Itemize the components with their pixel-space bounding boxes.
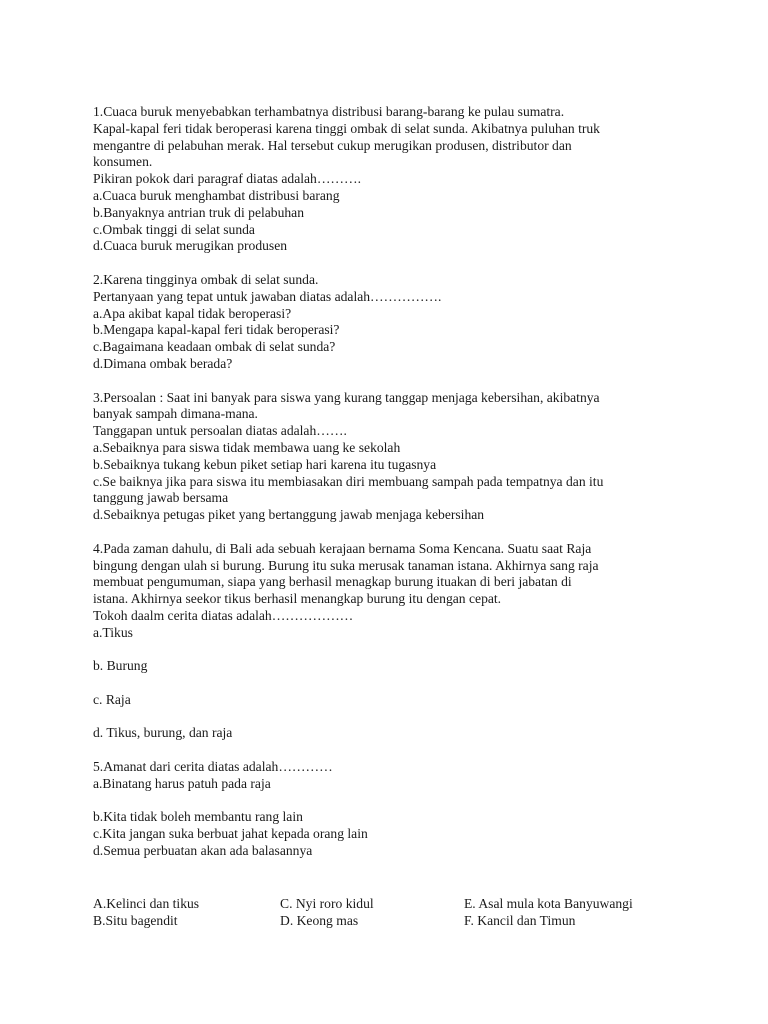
- question-4-line: membuat pengumuman, siapa yang berhasil menagkap burung ituakan di beri jabatan di: [93, 574, 572, 590]
- question-2-line: 2.Karena tingginya ombak di selat sunda.: [93, 271, 319, 287]
- question-4-prompt: Tokoh daalm cerita diatas adalah………………: [93, 607, 354, 623]
- question-2-option-a: a.Apa akibat kapal tidak beroperasi?: [93, 305, 292, 321]
- question-3-option-c: c.Se baiknya jika para siswa itu membiasakan diri membuang sampah pada tempatnya dan itu: [93, 473, 604, 489]
- question-4-option-b: b. Burung: [93, 658, 148, 674]
- question-1-option-c: c.Ombak tinggi di selat sunda: [93, 221, 255, 237]
- question-4-line: istana. Akhirnya seekor tikus berhasil menangkap burung itu dengan cepat.: [93, 591, 502, 607]
- question-1-prompt: Pikiran pokok dari paragraf diatas adalah……….: [93, 171, 362, 187]
- question-3-option-d: d.Sebaiknya petugas piket yang bertanggung jawab menjaga kebersihan: [93, 507, 485, 523]
- answer-choices-row: [93, 912, 693, 929]
- question-3-line: 3.Persoalan : Saat ini banyak para siswa yang kurang tanggap menjaga kebersihan, akibatnya: [93, 389, 600, 405]
- answer-choice-c: C. Nyi roro kidul: [280, 896, 374, 911]
- document-body: [93, 104, 693, 860]
- question-5-option-d: d.Semua perbuatan akan ada balasannya: [93, 843, 313, 859]
- question-1-option-a: a.Cuaca buruk menghambat distribusi barang: [93, 187, 340, 203]
- question-3-line: banyak sampah dimana-mana.: [93, 406, 258, 422]
- question-1-line: konsumen.: [93, 154, 153, 170]
- question-3-prompt: Tanggapan untuk persoalan diatas adalah…….: [93, 423, 347, 439]
- answer-choice-e: E. Asal mula kota Banyuwangi: [464, 896, 633, 911]
- question-5-option-b: b.Kita tidak boleh membantu rang lain: [93, 809, 303, 825]
- question-3: [93, 390, 693, 524]
- question-5-option-a: a.Binatang harus patuh pada raja: [93, 775, 271, 791]
- question-1-option-d: d.Cuaca buruk merugikan produsen: [93, 238, 288, 254]
- answer-choices-row: [93, 895, 693, 912]
- answer-choice-a: A.Kelinci dan tikus: [93, 896, 200, 911]
- question-5-option-c: c.Kita jangan suka berbuat jahat kepada orang lain: [93, 826, 368, 842]
- question-2-option-c: c.Bagaimana keadaan ombak di selat sunda?: [93, 339, 336, 355]
- question-1: [93, 104, 693, 255]
- question-2-option-d: d.Dimana ombak berada?: [93, 355, 233, 371]
- question-2-prompt: Pertanyaan yang tepat untuk jawaban diatas adalah…………….: [93, 288, 442, 304]
- question-1-line: 1.Cuaca buruk menyebabkan terhambatnya distribusi barang-barang ke pulau sumatra.: [93, 104, 565, 119]
- question-4-option-c: c. Raja: [93, 691, 131, 707]
- question-5: [93, 759, 693, 860]
- answer-choice-f: F. Kancil dan Timun: [464, 913, 576, 928]
- question-1-option-b: b.Banyaknya antrian truk di pelabuhan: [93, 204, 305, 220]
- question-3-option-a: a.Sebaiknya para siswa tidak membawa uang ke sekolah: [93, 439, 401, 455]
- question-4-option-a: a.Tikus: [93, 624, 133, 640]
- question-2-option-b: b.Mengapa kapal-kapal feri tidak beroperasi?: [93, 322, 340, 338]
- question-4-line: bingung dengan ulah si burung. Burung itu suka merusak tanaman istana. Akhirnya sang raja: [93, 557, 599, 573]
- question-3-option-c-continued: tanggung jawab bersama: [93, 490, 229, 506]
- question-4: [93, 541, 693, 743]
- answer-choice-b: B.Situ bagendit: [93, 913, 178, 928]
- answer-choices: [93, 895, 693, 929]
- question-2: [93, 272, 693, 373]
- question-5-prompt: 5.Amanat dari cerita diatas adalah…………: [93, 759, 333, 775]
- answer-choice-d: D. Keong mas: [280, 913, 359, 928]
- question-1-line: Kapal-kapal feri tidak beroperasi karena tinggi ombak di selat sunda. Akibatnya puluhan truk: [93, 120, 600, 136]
- question-1-line: mengantre di pelabuhan merak. Hal tersebut cukup merugikan produsen, distributor dan: [93, 137, 572, 153]
- question-3-option-b: b.Sebaiknya tukang kebun piket setiap hari karena itu tugasnya: [93, 456, 437, 472]
- question-4-option-d: d. Tikus, burung, dan raja: [93, 725, 233, 741]
- question-4-line: 4.Pada zaman dahulu, di Bali ada sebuah kerajaan bernama Soma Kencana. Suatu saat Raja: [93, 540, 592, 556]
